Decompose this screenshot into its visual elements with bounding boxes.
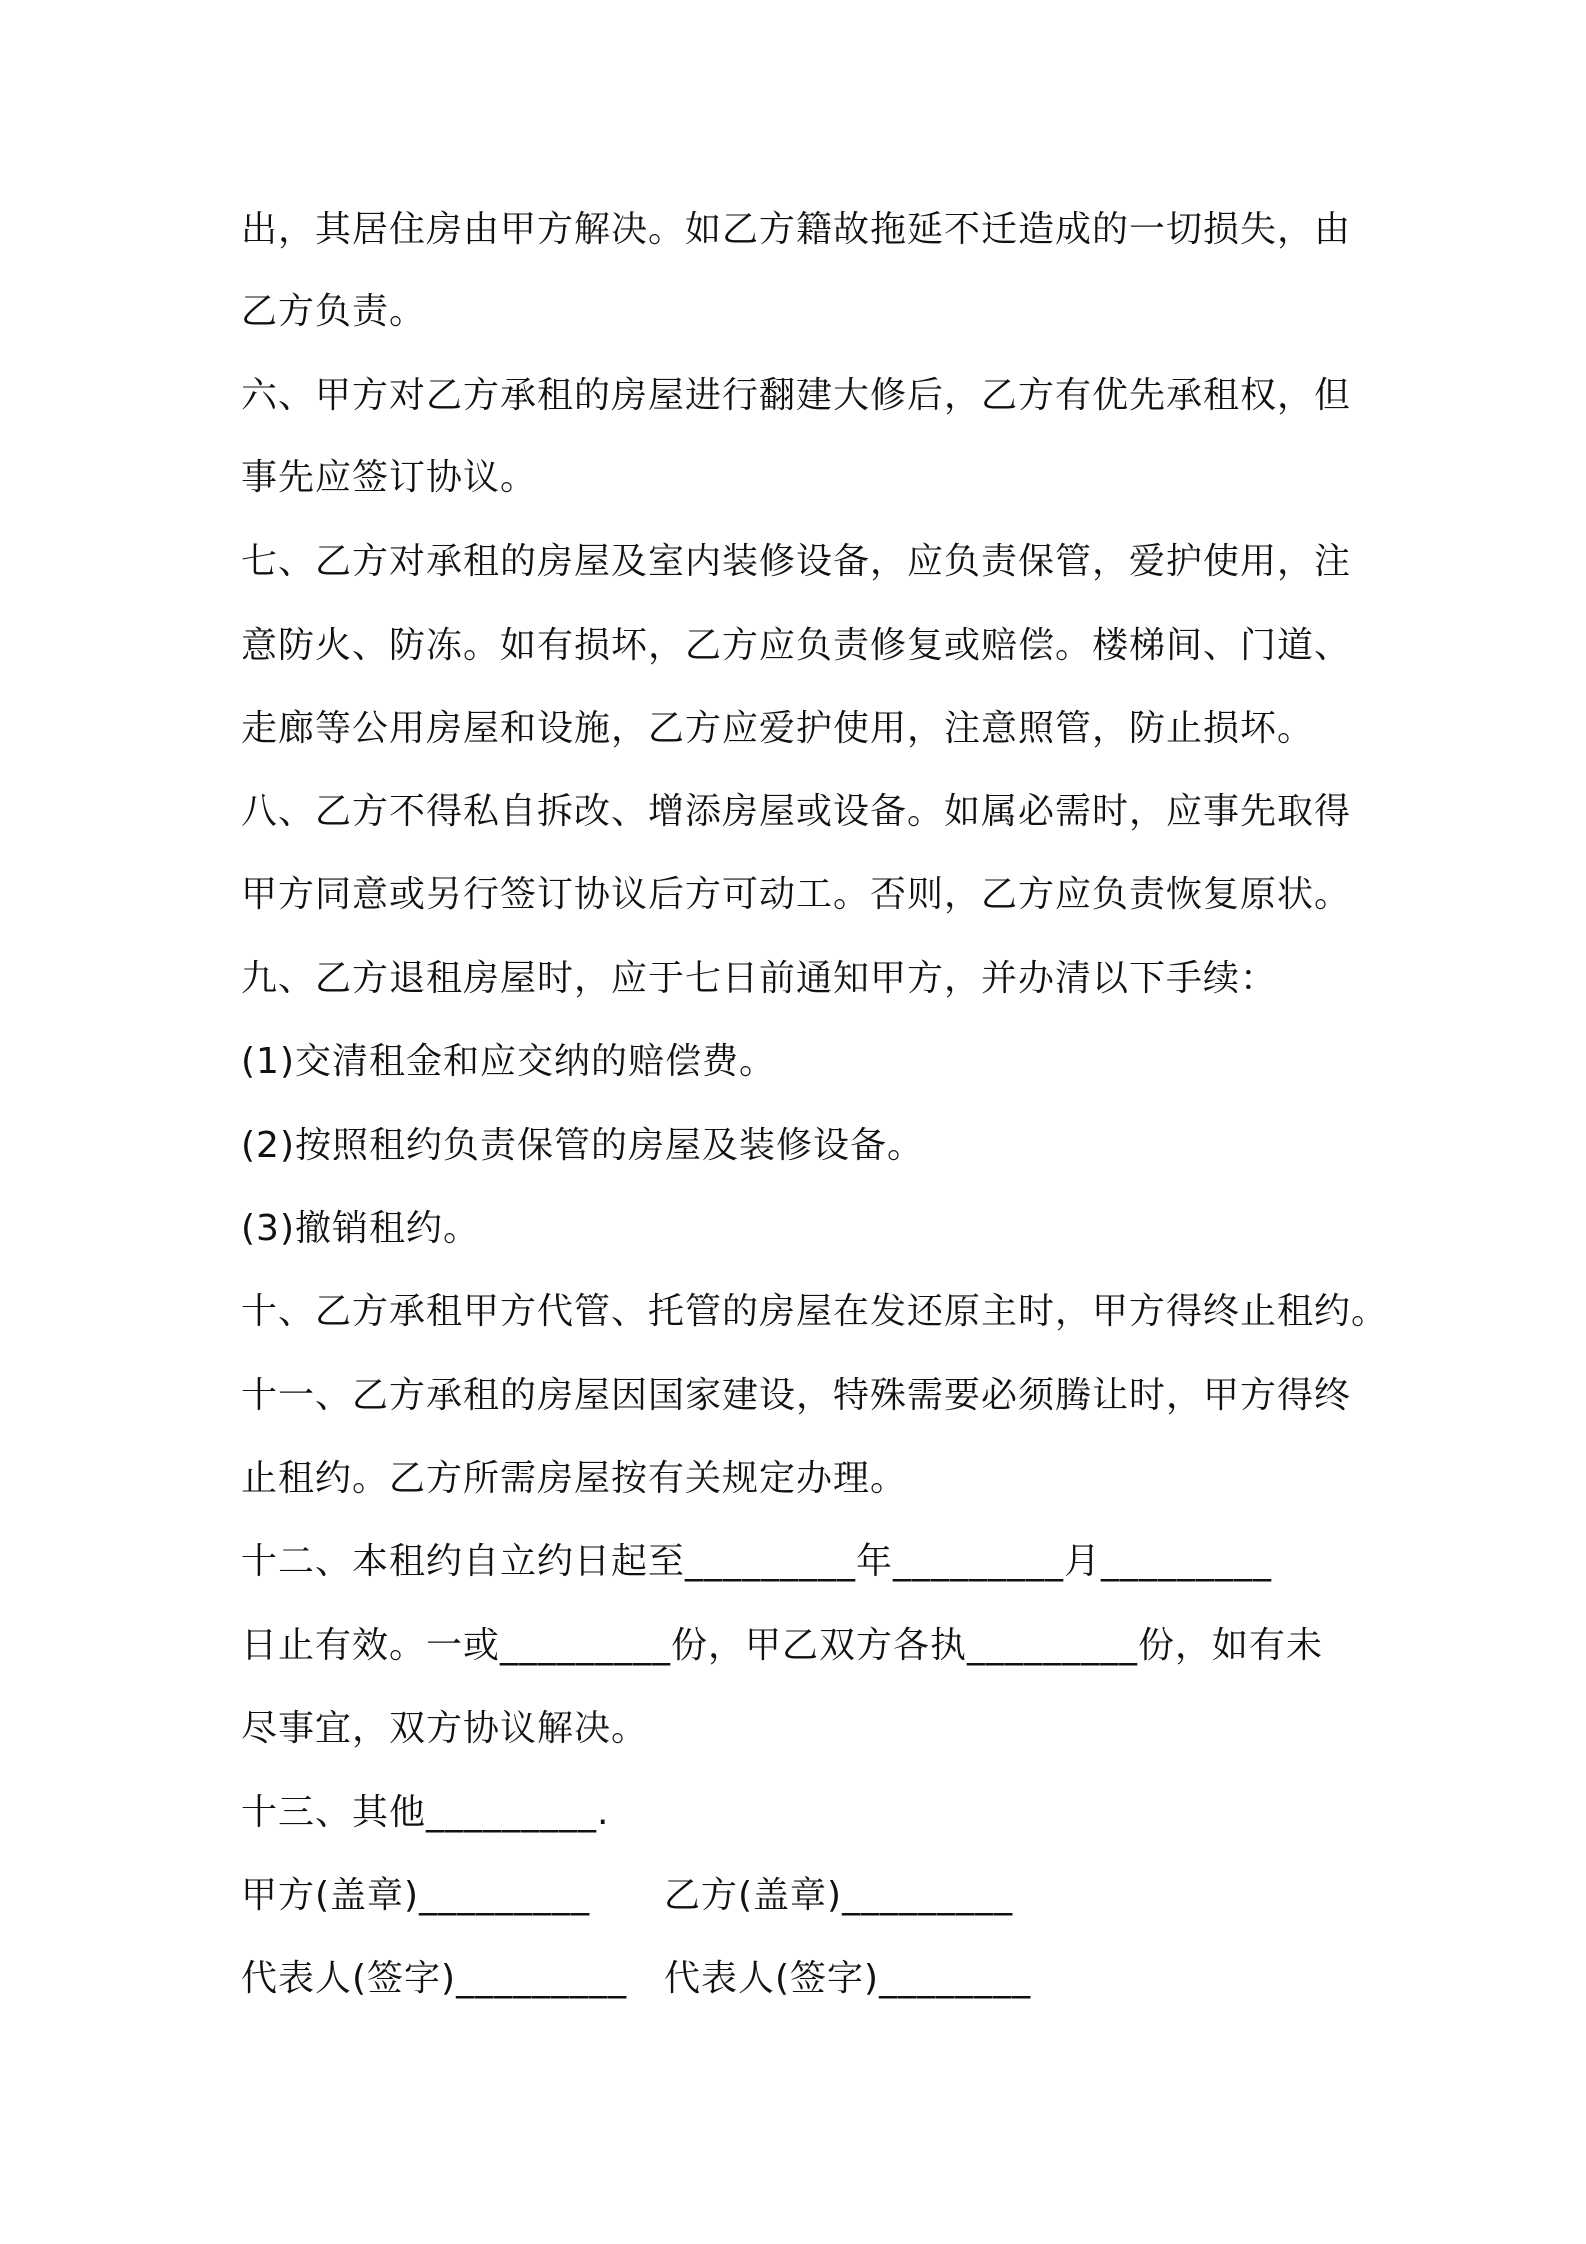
party-b-seal-line: 乙方(盖章)_________ (664, 1875, 1014, 1916)
text-line: 日止有效。一或_________份，甲乙双方各执_________份，如有未 (241, 1625, 1324, 1666)
text-line: 止租约。乙方所需房屋按有关规定办理。 (241, 1458, 908, 1499)
text-line: (2)按照租约负责保管的房屋及装修设备。 (241, 1125, 924, 1166)
text-line: 九、乙方退租房屋时，应于七日前通知甲方，并办清以下手续： (241, 958, 1278, 999)
text-line: 十三、其他_________. (241, 1792, 610, 1833)
party-a-representative-line: 代表人(签字)_________ (241, 1958, 628, 1999)
text-line: 十、乙方承租甲方代管、托管的房屋在发还原主时，甲方得终止租约。 (241, 1291, 1389, 1332)
text-line: 意防火、防冻。如有损坏，乙方应负责修复或赔偿。楼梯间、门道、 (241, 625, 1352, 666)
text-line: 十一、乙方承租的房屋因国家建设，特殊需要必须腾让时，甲方得终 (241, 1375, 1352, 1416)
text-line: 事先应签订协议。 (241, 457, 538, 498)
text-line: 走廊等公用房屋和设施，乙方应爱护使用，注意照管，防止损坏。 (241, 708, 1315, 749)
text-line: 乙方负责。 (241, 291, 427, 332)
text-line: 尽事宜，双方协议解决。 (241, 1708, 649, 1749)
text-line: (3)撤销租约。 (241, 1208, 480, 1249)
text-line: 出，其居住房由甲方解决。如乙方籍故拖延不迁造成的一切损失，由 (241, 209, 1352, 250)
text-line: 七、乙方对承租的房屋及室内装修设备，应负责保管，爱护使用，注 (241, 541, 1352, 582)
text-line: 甲方同意或另行签订协议后方可动工。否则，乙方应负责恢复原状。 (241, 874, 1352, 915)
text-line: 六、甲方对乙方承租的房屋进行翻建大修后，乙方有优先承租权，但 (241, 375, 1352, 416)
text-line: (1)交清租金和应交纳的赔偿费。 (241, 1041, 776, 1082)
text-line: 八、乙方不得私自拆改、增添房屋或设备。如属必需时，应事先取得 (241, 791, 1352, 832)
text-line: 十二、本租约自立约日起至_________年_________月_________ (241, 1541, 1273, 1582)
party-a-seal-line: 甲方(盖章)_________ (241, 1875, 591, 1916)
party-b-representative-line: 代表人(签字)________ (664, 1958, 1032, 1999)
